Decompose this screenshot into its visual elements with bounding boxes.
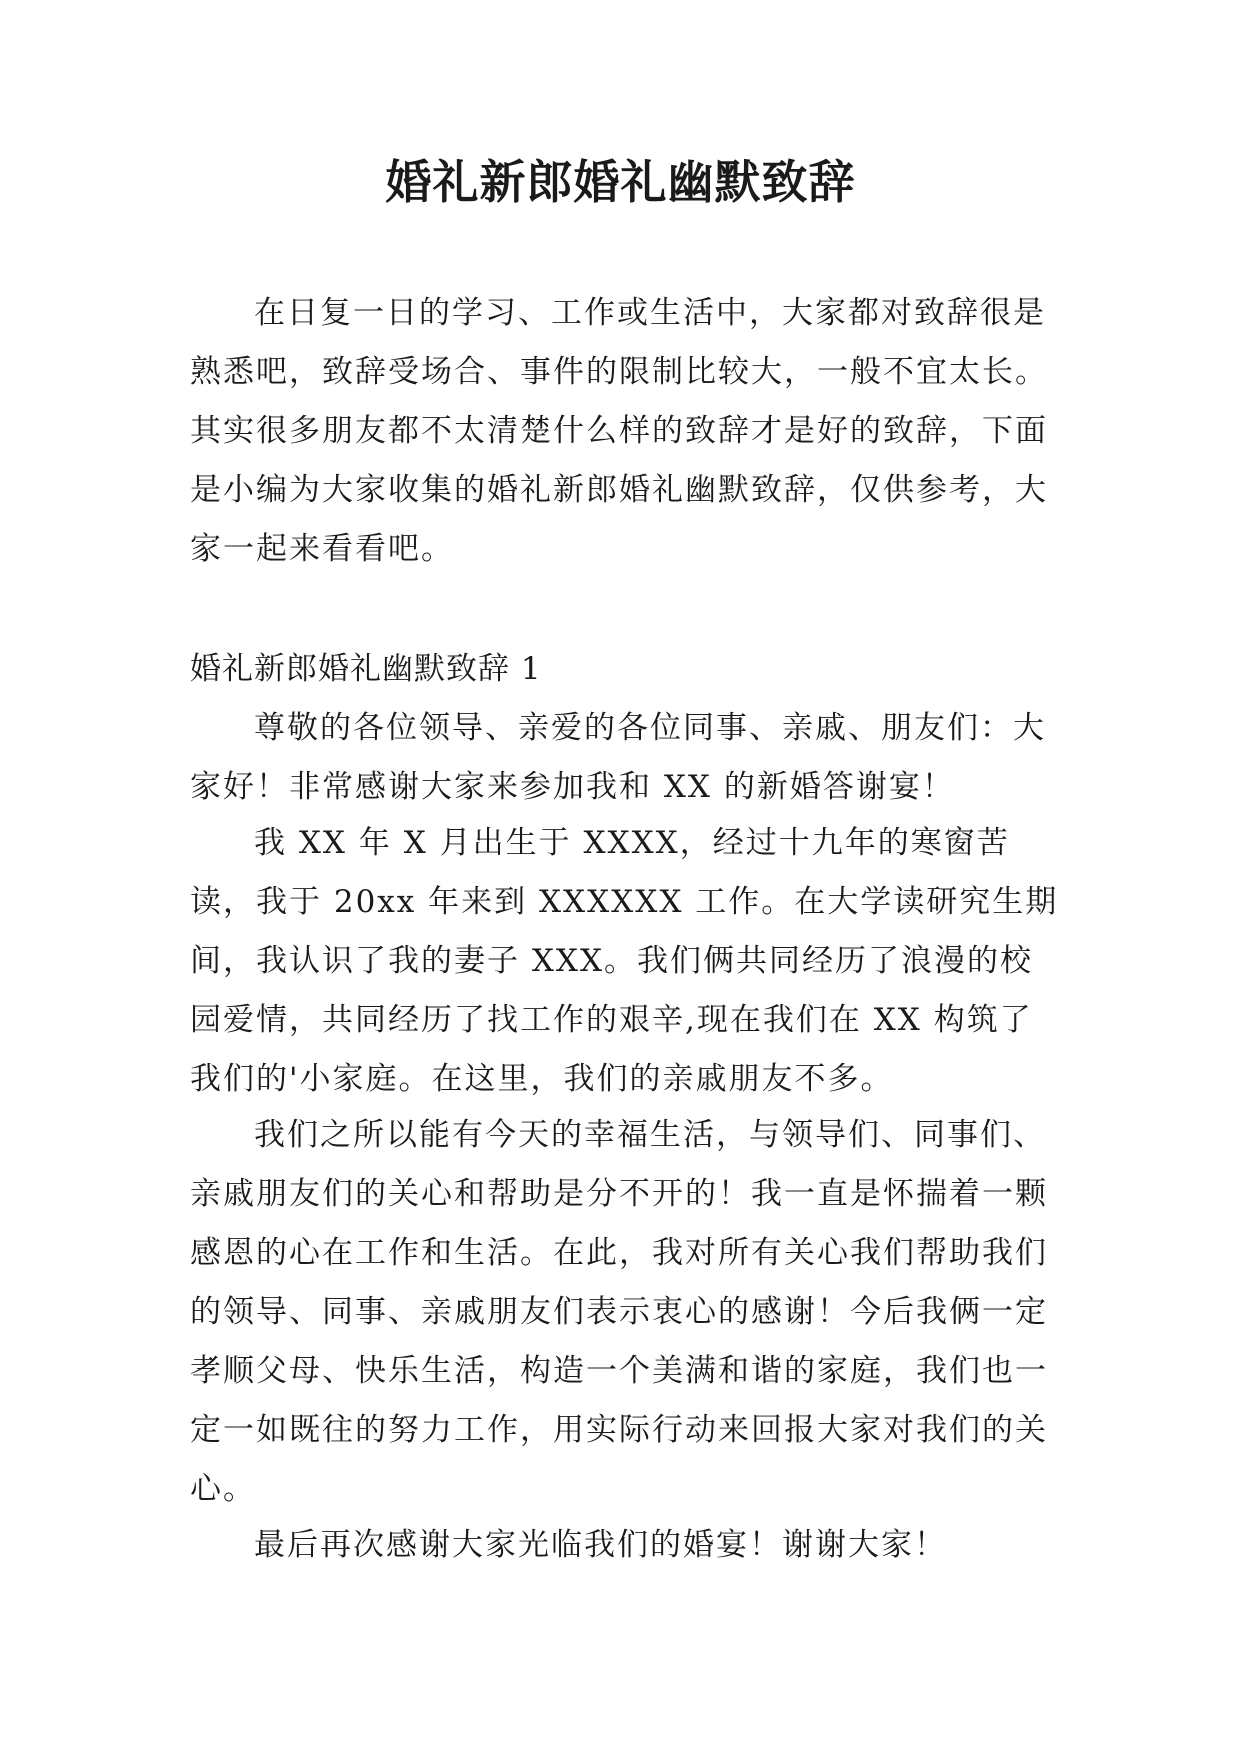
speech-paragraph-thanks: 我们之所以能有今天的幸福生活，与领导们、同事们、亲戚朋友们的关心和帮助是分不开的！我一直是怀揣着一颗感恩的心在工作和生活。在此，我对所有关心我们帮助我们的领导、同事、亲戚朋友们表示衷心的感谢！今后我俩一定孝顺父母、快乐生活，构造一个美满和谐的家庭，我们也一定一如既往的努力工作，用实际行动来回报大家对我们的关心。 bbox=[190, 1117, 1048, 1507]
document-title: 婚礼新郎婚礼幽默致辞 bbox=[385, 155, 856, 209]
intro-paragraph: 在日复一日的学习、工作或生活中，大家都对致辞很是熟悉吧，致辞受场合、事件的限制比较大，一般不宜太长。其实很多朋友都不太清楚什么样的致辞才是好的致辞，下面是小编为大家收集的婚礼新郎婚礼幽默致辞，仅供参考，大家一起来看看吧。 bbox=[190, 295, 1048, 567]
speech-paragraph-greeting: 尊敬的各位领导、亲爱的各位同事、亲戚、朋友们：大家好！非常感谢大家来参加我和 XX 的新婚答谢宴！ bbox=[190, 710, 1046, 805]
section-heading: 婚礼新郎婚礼幽默致辞 1 bbox=[190, 651, 542, 687]
speech-paragraph-closing: 最后再次感谢大家光临我们的婚宴！谢谢大家！ bbox=[254, 1527, 947, 1563]
speech-paragraph-background: 我 XX 年 X 月出生于 XXXX，经过十九年的寒窗苦读，我于 20xx 年来到 XXXXXX 工作。在大学读研究生期间，我认识了我的妻子 XXX。我们俩共同经历了浪漫的校园爱情，共同经历了找工作的艰辛,现在我们在 XX 构筑了我们的'小家庭。在这里，我们的亲戚朋友不多。 bbox=[190, 825, 1059, 1097]
